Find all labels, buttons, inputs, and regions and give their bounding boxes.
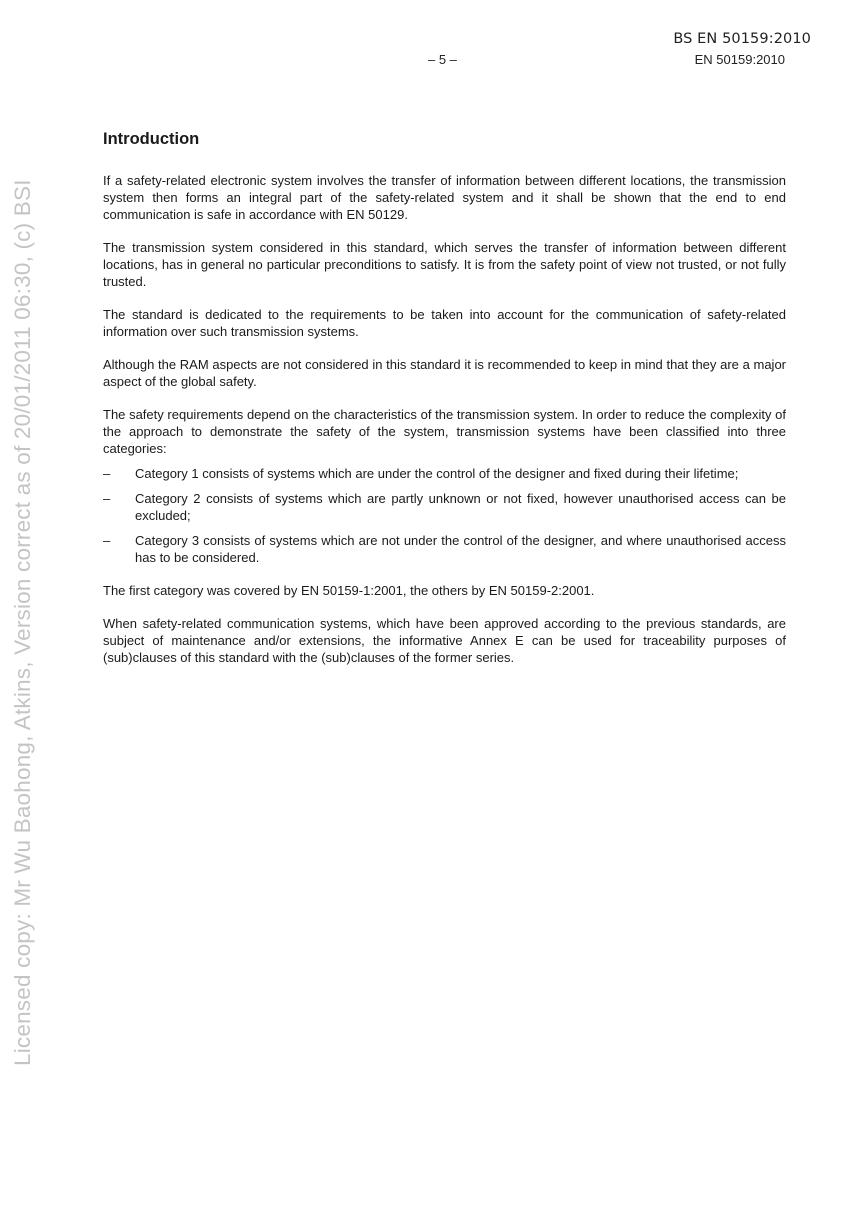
section-title: Introduction <box>103 130 200 148</box>
category-text: Category 3 consists of systems which are not under the control of the designer, and where unauthorised access has to be considered. <box>135 533 786 565</box>
paragraph: If a safety-related electronic system involves the transfer of information between different locations, the transmission system then forms an integral part of the safety-related system and it shall be shown that the end to end communication is safe in accordance with EN 50129. <box>103 173 786 222</box>
list-dash: – <box>103 466 111 481</box>
standard-code-header: BS EN 50159:2010 <box>673 31 811 47</box>
paragraph: The first category was covered by EN 50159-1:2001, the others by EN 50159-2:2001. <box>103 583 595 598</box>
paragraph: Although the RAM aspects are not considered in this standard it is recommended to keep in mind that they are a major aspect of the global safety. <box>103 357 786 389</box>
license-watermark: Licensed copy: Mr Wu Baohong, Atkins, Version correct as of 20/01/2011 06:30, (c) BSI <box>10 179 35 1066</box>
list-dash: – <box>103 533 111 548</box>
list-dash: – <box>103 491 111 506</box>
document-body <box>103 130 786 682</box>
category-list-item <box>103 490 786 524</box>
category-text: Category 1 consists of systems which are under the control of the designer and fixed during their lifetime; <box>135 466 739 481</box>
paragraph: The safety requirements depend on the characteristics of the transmission system. In order to reduce the complexity of the approach to demonstrate the safety of the system, transmission systems have been classified into three categories: <box>103 407 786 456</box>
paragraph: The transmission system considered in this standard, which serves the transfer of information between different locations, has in general no particular preconditions to satisfy. It is from the safety point of view not trusted, or not fully trusted. <box>103 240 786 289</box>
category-text: Category 2 consists of systems which are partly unknown or not fixed, however unauthorised access can be excluded; <box>135 491 786 523</box>
paragraph: The standard is dedicated to the requirements to be taken into account for the communication of safety-related information over such transmission systems. <box>103 307 786 339</box>
en-code-header: EN 50159:2010 <box>694 52 785 67</box>
category-list-item <box>103 532 786 566</box>
category-list-item <box>103 465 786 482</box>
page-number: – 5 – <box>428 52 457 67</box>
paragraph: When safety-related communication systems, which have been approved according to the previous standards, are subject of maintenance and/or extensions, the informative Annex E can be used for traceability purposes of (sub)clauses of this standard with the (sub)clauses of the former series. <box>103 616 786 665</box>
